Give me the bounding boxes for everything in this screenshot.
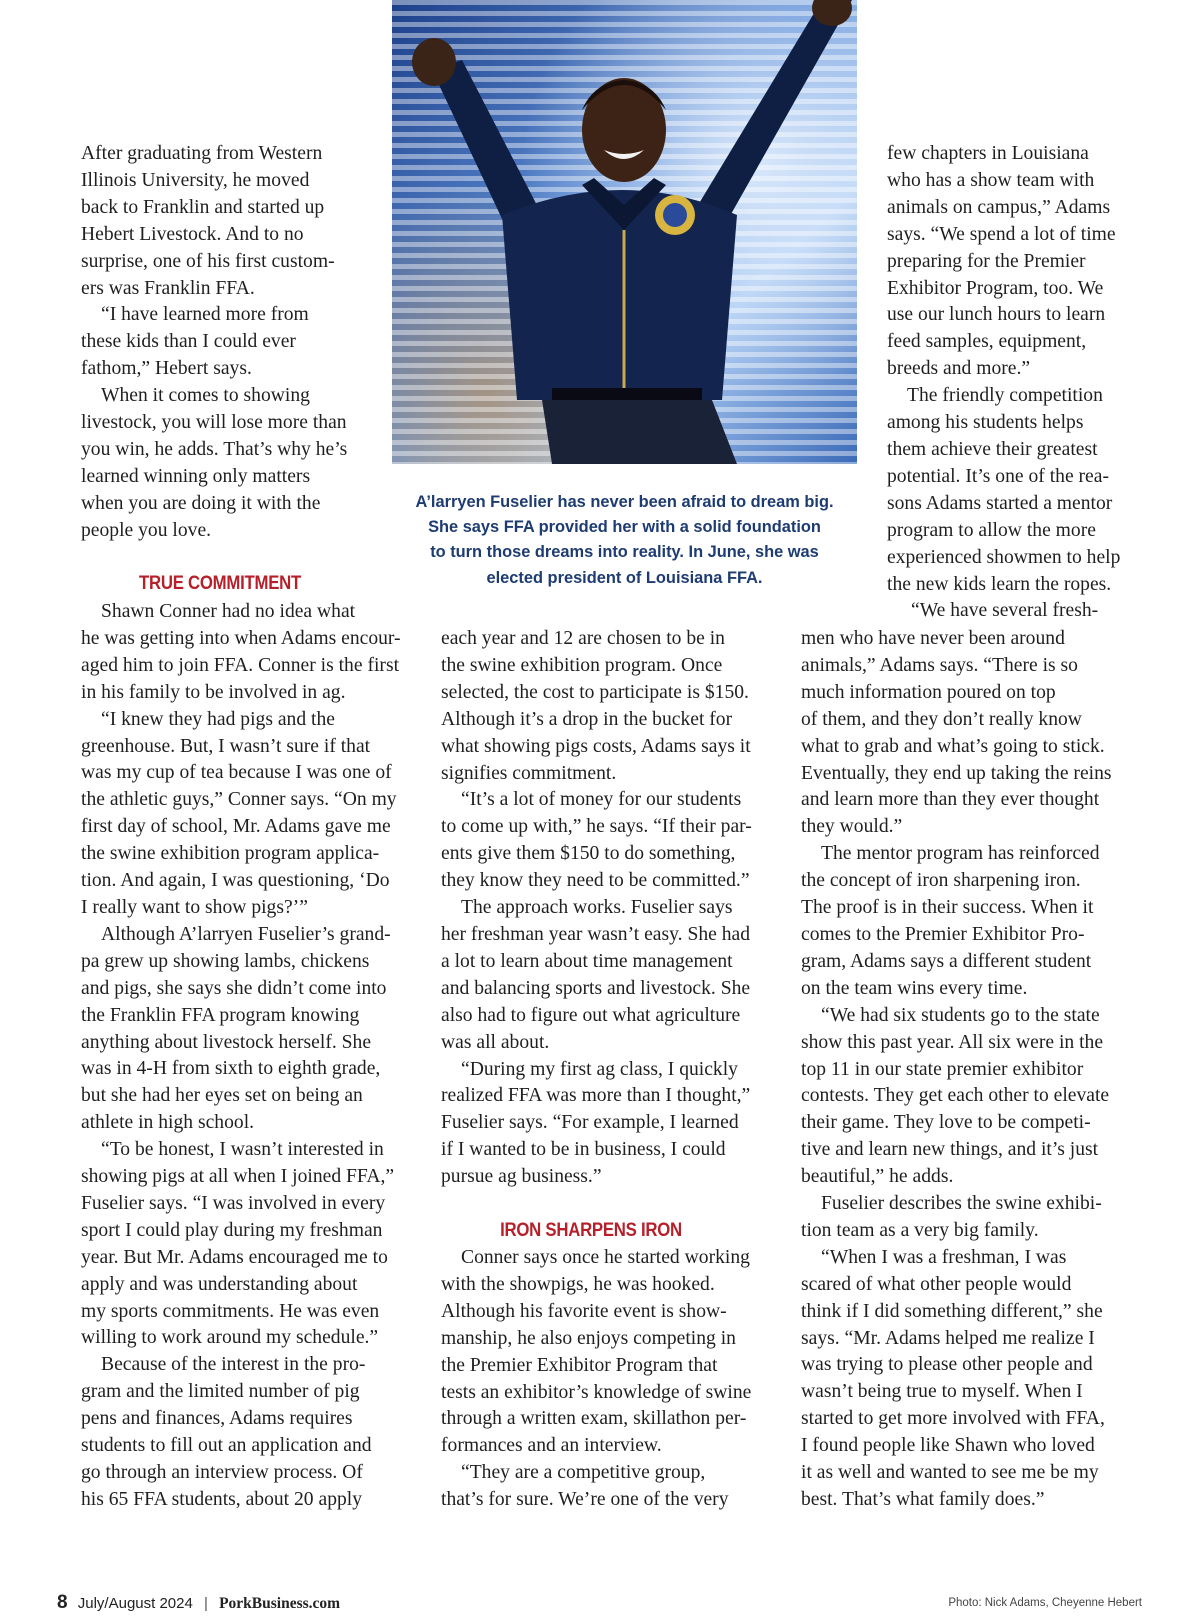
body-line: he was getting into when Adams encour- [81,627,401,649]
body-line: of them, and they don’t really know [801,708,1082,730]
body-line: their game. They love to be competi- [801,1112,1091,1134]
body-line: contests. They get each other to elevate [801,1085,1110,1107]
body-line: the swine exhibition program. Once [441,654,723,676]
photo-caption [394,490,855,591]
body-line: says. “Mr. Adams helped me realize I [801,1327,1095,1349]
body-line: fathom,” Hebert says. [81,358,252,380]
body-line: Conner says once he started working [461,1247,750,1268]
body-line: Although his favorite event is show- [441,1300,727,1322]
body-line: the swine exhibition program applica- [81,843,380,865]
column-2 [441,626,752,1191]
body-line: learned winning only matters [81,465,311,487]
body-line: wasn’t being true to myself. When I [801,1381,1083,1403]
body-line: greenhouse. But, I wasn’t sure if that [81,735,371,757]
publication-site: PorkBusiness.com [219,1595,341,1612]
body-line: ents give them $150 to do something, [441,843,736,865]
body-line: they know they need to be committed.” [441,870,750,892]
body-line: gram, Adams says a different student [801,950,1092,972]
caption-line: to turn those dreams into reality. In June, she was [430,543,819,562]
body-line: tests an exhibitor’s knowledge of swine [441,1381,752,1403]
body-line: when you are doing it with the [81,492,321,514]
body-line: When it comes to showing [101,385,310,407]
body-line: Illinois University, he moved [81,169,310,191]
body-line: people you love. [81,519,212,541]
body-line: men who have never been around [801,628,1065,649]
body-line: “I have learned more from [101,304,309,326]
body-line: Fuselier describes the swine exhibi- [821,1193,1102,1215]
body-line: feed samples, equipment, [887,331,1087,353]
body-line: experienced showmen to help [887,546,1121,568]
subhead-text: IRON SHARPENS IRON [500,1219,682,1241]
body-line: show this past year. All six were in the [801,1031,1104,1053]
body-line: animals,” Adams says. “There is so [801,654,1078,676]
body-line: use our lunch hours to learn [887,304,1106,326]
body-line: with the showpigs, he was hooked. [441,1273,715,1295]
body-line: the concept of iron sharpening iron. [801,870,1081,892]
body-line: “They are a competitive group, [461,1462,706,1484]
body-line: also had to figure out what agriculture [441,1004,741,1026]
body-line: on the team wins every time. [801,977,1028,999]
body-line: comes to the Premier Exhibitor Pro- [801,923,1085,945]
body-line: first day of school, Mr. Adams gave me [81,816,391,838]
body-line: Fuselier says. “For example, I learned [441,1112,739,1134]
body-line: was all about. [441,1031,550,1053]
body-line: sport I could play during my freshman [81,1219,383,1241]
body-line: the new kids learn the ropes. [887,573,1112,595]
body-line: tive and learn new things, and it’s just [801,1139,1099,1161]
body-line: was in 4-H from sixth to eighth grade, [81,1058,381,1080]
body-line: what showing pigs costs, Adams says it [441,735,751,757]
body-line: pa grew up showing lambs, chickens [81,950,370,972]
body-line: The approach works. Fuselier says [461,897,733,919]
body-line: aged him to join FFA. Conner is the first [81,654,400,676]
body-line: in his family to be involved in ag. [81,681,346,703]
body-line: among his students helps [887,412,1084,434]
body-line: After graduating from Western [81,143,323,164]
body-line: each year and 12 are chosen to be in [441,628,725,649]
column-2-bottom [441,1245,751,1514]
body-line: tion team as a very big family. [801,1219,1039,1241]
body-line: what to grab and what’s going to stick. [801,735,1105,757]
caption-line: elected president of Louisiana FFA. [486,568,763,587]
body-line: them achieve their greatest [887,438,1098,460]
body-line: year. But Mr. Adams encouraged me to [81,1246,388,1268]
student-celebrating-photo [392,0,857,464]
body-line: to come up with,” he says. “If their par- [441,816,752,838]
body-line: animals on campus,” Adams [887,196,1111,218]
body-line: preparing for the Premier [887,250,1086,272]
body-line: says. “We spend a lot of time [887,223,1116,245]
column-3-bottom [801,626,1112,1514]
body-line: Hebert Livestock. And to no [81,223,304,245]
body-line: apply and was understanding about [81,1273,358,1295]
body-line: pens and finances, Adams requires [81,1408,353,1430]
body-line: The friendly competition [907,385,1103,407]
body-line: and balancing sports and livestock. She [441,977,751,999]
body-line: through a written exam, skillathon per- [441,1408,747,1430]
body-line: beautiful,” he adds. [801,1166,954,1188]
body-line: gram and the limited number of pig [81,1381,360,1403]
body-line: sons Adams started a mentor [887,492,1113,514]
body-line: athlete in high school. [81,1112,255,1134]
body-line: Eventually, they end up taking the reins [801,762,1112,784]
body-line: “We have several fresh- [911,600,1099,622]
subhead-text: TRUE COMMITMENT [139,572,301,594]
body-line: the Franklin FFA program knowing [81,1004,360,1026]
body-line: livestock, you will lose more than [81,412,347,434]
column-3-top [887,141,1120,625]
body-line: breeds and more.” [887,358,1031,380]
column-1-bottom [81,599,401,1514]
body-line: I really want to show pigs?’” [81,896,308,918]
body-line: manship, he also enjoys competing in [441,1327,736,1349]
caption-line: She says FFA provided her with a solid foundation [428,518,821,537]
body-line: Fuselier says. “I was involved in every [81,1192,386,1214]
body-line: and learn more than they ever thought [801,789,1100,811]
body-line: my sports commitments. He was even [81,1300,380,1322]
body-line: started to get more involved with FFA, [801,1408,1105,1430]
body-line: tion. And again, I was questioning, ‘Do [81,870,390,892]
body-line: ers was Franklin FFA. [81,277,255,299]
photo-credit: Photo: Nick Adams, Cheyenne Hebert [948,1597,1142,1609]
body-line: scared of what other people would [801,1273,1072,1295]
body-line: the athletic guys,” Conner says. “On my [81,789,397,811]
body-line: the Premier Exhibitor Program that [441,1354,718,1376]
body-line: was trying to please other people and [801,1354,1093,1376]
caption-line: A’larryen Fuselier has never been afraid to dream big. [415,493,834,511]
body-line: Although A’larryen Fuselier’s grand- [101,923,391,945]
body-line: program to allow the more [887,519,1096,541]
body-line: much information poured on top [801,681,1056,703]
body-line: “During my first ag class, I quickly [461,1058,738,1080]
body-line: that’s for sure. We’re one of the very [441,1489,729,1511]
body-line: best. That’s what family does.” [801,1489,1045,1510]
footer-separator: | [204,1595,208,1612]
body-line: anything about livestock herself. She [81,1031,372,1053]
body-line: it as well and wanted to see me be my [801,1462,1099,1484]
body-line: these kids than I could ever [81,331,296,353]
body-line: potential. It’s one of the rea- [887,465,1109,487]
page-number: 8 [57,1592,68,1613]
page-footer [57,1592,340,1614]
body-line: but she had her eyes set on being an [81,1085,363,1107]
body-line: The proof is in their success. When it [801,897,1094,919]
body-line: “We had six students go to the state [821,1004,1100,1026]
body-line: “It’s a lot of money for our students [461,789,742,811]
body-line: “To be honest, I wasn’t interested in [101,1139,384,1161]
body-line: who has a show team with [887,169,1095,191]
body-line: and pigs, she says she didn’t come into [81,977,387,999]
body-line: you win, he adds. That’s why he’s [81,438,348,460]
body-line: willing to work around my schedule.” [81,1327,379,1349]
body-line: Because of the interest in the pro- [101,1354,366,1376]
body-line: selected, the cost to participate is $150. [441,681,749,703]
body-line: go through an interview process. Of [81,1462,363,1483]
body-line: they would.” [801,816,903,838]
body-line: surprise, one of his first custom- [81,250,335,272]
body-line: The mentor program has reinforced [821,843,1100,865]
body-line: Although it’s a drop in the bucket for [441,708,733,730]
body-line: Exhibitor Program, too. We [887,277,1104,299]
body-line: “I knew they had pigs and the [101,708,335,730]
body-line: realized FFA was more than I thought,” [441,1085,751,1107]
body-line: top 11 in our state premier exhibitor [801,1058,1084,1080]
body-line: “When I was a freshman, I was [821,1246,1067,1268]
body-line: students to fill out an application and [81,1435,372,1457]
body-line: was my cup of tea because I was one of [81,762,392,784]
column-1-top [81,141,347,545]
body-line: his 65 FFA students, about 20 apply [81,1488,363,1510]
body-line: a lot to learn about time management [441,950,733,972]
body-line: if I wanted to be in business, I could [441,1139,726,1161]
body-line: pursue ag business.” [441,1166,602,1188]
body-line: Shawn Conner had no idea what [101,601,356,622]
body-line: signifies commitment. [441,762,617,784]
issue-date: July/August 2024 [77,1595,193,1612]
photo-illustration [392,0,857,464]
body-line: formances and an interview. [441,1435,662,1457]
body-line: showing pigs at all when I joined FFA,” [81,1166,395,1188]
subhead-iron-sharpens-iron [441,1219,741,1242]
subhead-true-commitment [81,572,359,595]
body-line: think if I did something different,” she [801,1300,1103,1322]
body-line: back to Franklin and started up [81,196,325,218]
body-line: few chapters in Louisiana [887,143,1089,164]
body-line: I found people like Shawn who loved [801,1435,1095,1457]
body-line: her freshman year wasn’t easy. She had [441,923,751,945]
